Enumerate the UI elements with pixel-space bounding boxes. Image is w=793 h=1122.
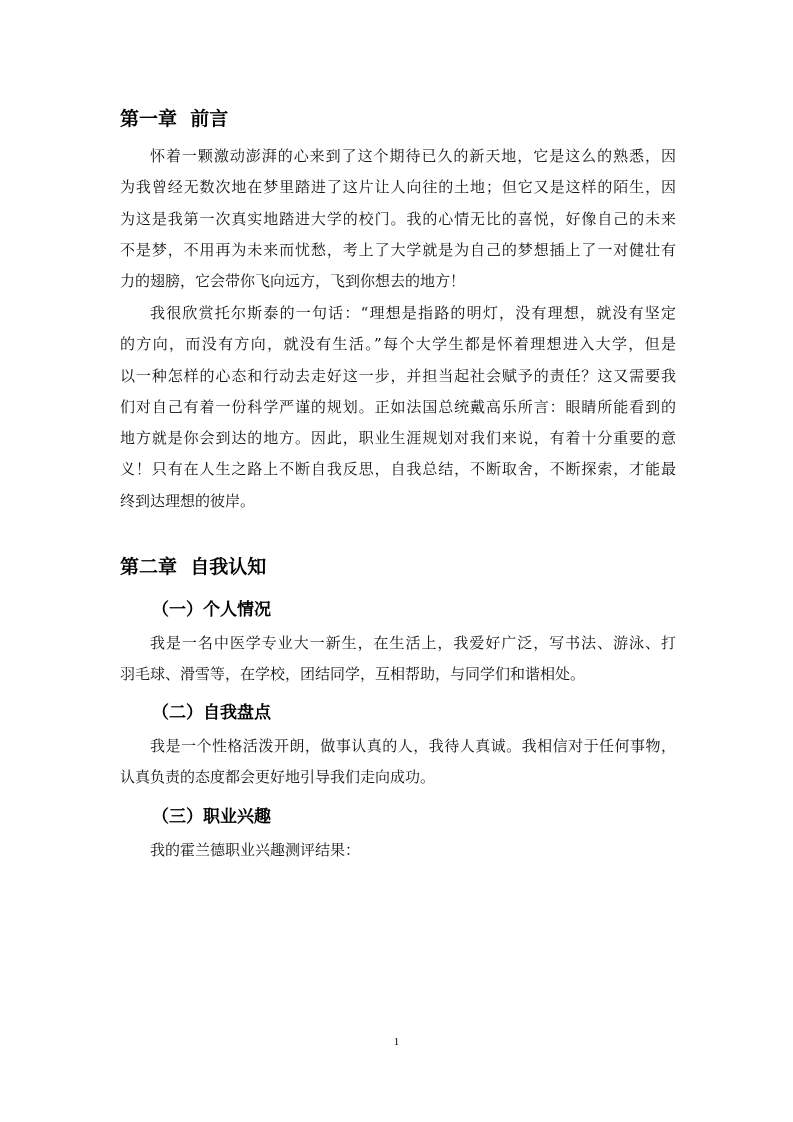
section-self-inventory-paragraph bbox=[120, 731, 676, 794]
section-self-inventory-title: （二）自我盘点 bbox=[152, 703, 271, 723]
text-line: 我的霍兰德职业兴趣测评结果： bbox=[150, 841, 361, 859]
text-line: 力的翅膀，它会带你飞向远方，飞到你想去的地方！ bbox=[120, 272, 466, 291]
text-line: 我很欣赏托尔斯泰的一句话：“理想是指路的明灯，没有理想，就没有坚定 bbox=[150, 304, 676, 322]
text-line: 以一种怎样的心态和行动去走好这一步，并担当起社会赋予的责任？这又需要我 bbox=[120, 366, 676, 385]
section-career-interest-paragraph bbox=[120, 835, 676, 866]
text-line: 终到达理想的彼岸。 bbox=[120, 491, 256, 510]
text-line: 的方向，而没有方向，就没有生活。”每个大学生都是怀着理想进入大学，但是 bbox=[120, 335, 676, 354]
section-personal-paragraph bbox=[120, 628, 676, 691]
text-line: 地方就是你会到达的地方。因此，职业生涯规划对我们来说，有着十分重要的意 bbox=[120, 429, 676, 448]
text-line: 们对自己有着一份科学严谨的规划。正如法国总统戴高乐所言：眼睛所能看到的 bbox=[120, 397, 676, 416]
text-line: 我是一个性格活泼开朗，做事认真的人，我待人真诚。我相信对于任何事物， bbox=[150, 737, 676, 755]
page-number: 1 bbox=[393, 1036, 400, 1048]
text-line: 羽毛球、滑雪等，在学校，团结同学，互相帮助，与同学们和谐相处。 bbox=[120, 665, 586, 684]
text-line: 为我曾经无数次地在梦里踏进了这片让人向往的土地；但它又是这样的陌生，因 bbox=[120, 178, 676, 197]
chapter-1-paragraph-2 bbox=[120, 298, 676, 517]
text-line: 不是梦，不用再为未来而忧愁，考上了大学就是为自己的梦想插上了一对健壮有 bbox=[120, 240, 676, 259]
chapter-2-title: 第二章 自我认知 bbox=[120, 556, 267, 578]
chapter-1-paragraph-1 bbox=[120, 141, 676, 297]
section-career-interest-title: （三）职业兴趣 bbox=[152, 807, 271, 827]
chapter-1-title: 第一章 前言 bbox=[120, 108, 229, 130]
text-line: 为这是我第一次真实地踏进大学的校门。我的心情无比的喜悦，好像自己的未来 bbox=[120, 209, 676, 228]
text-line: 我是一名中医学专业大一新生，在生活上，我爱好广泛，写书法、游泳、打 bbox=[150, 634, 676, 652]
text-line: 义！只有在人生之路上不断自我反思，自我总结，不断取舍，不断探索，才能最 bbox=[120, 460, 676, 479]
text-line: 认真负责的态度都会更好地引导我们走向成功。 bbox=[120, 768, 436, 787]
section-personal-title: （一）个人情况 bbox=[152, 600, 271, 620]
text-line: 怀着一颗激动澎湃的心来到了这个期待已久的新天地，它是这么的熟悉，因 bbox=[150, 147, 676, 165]
